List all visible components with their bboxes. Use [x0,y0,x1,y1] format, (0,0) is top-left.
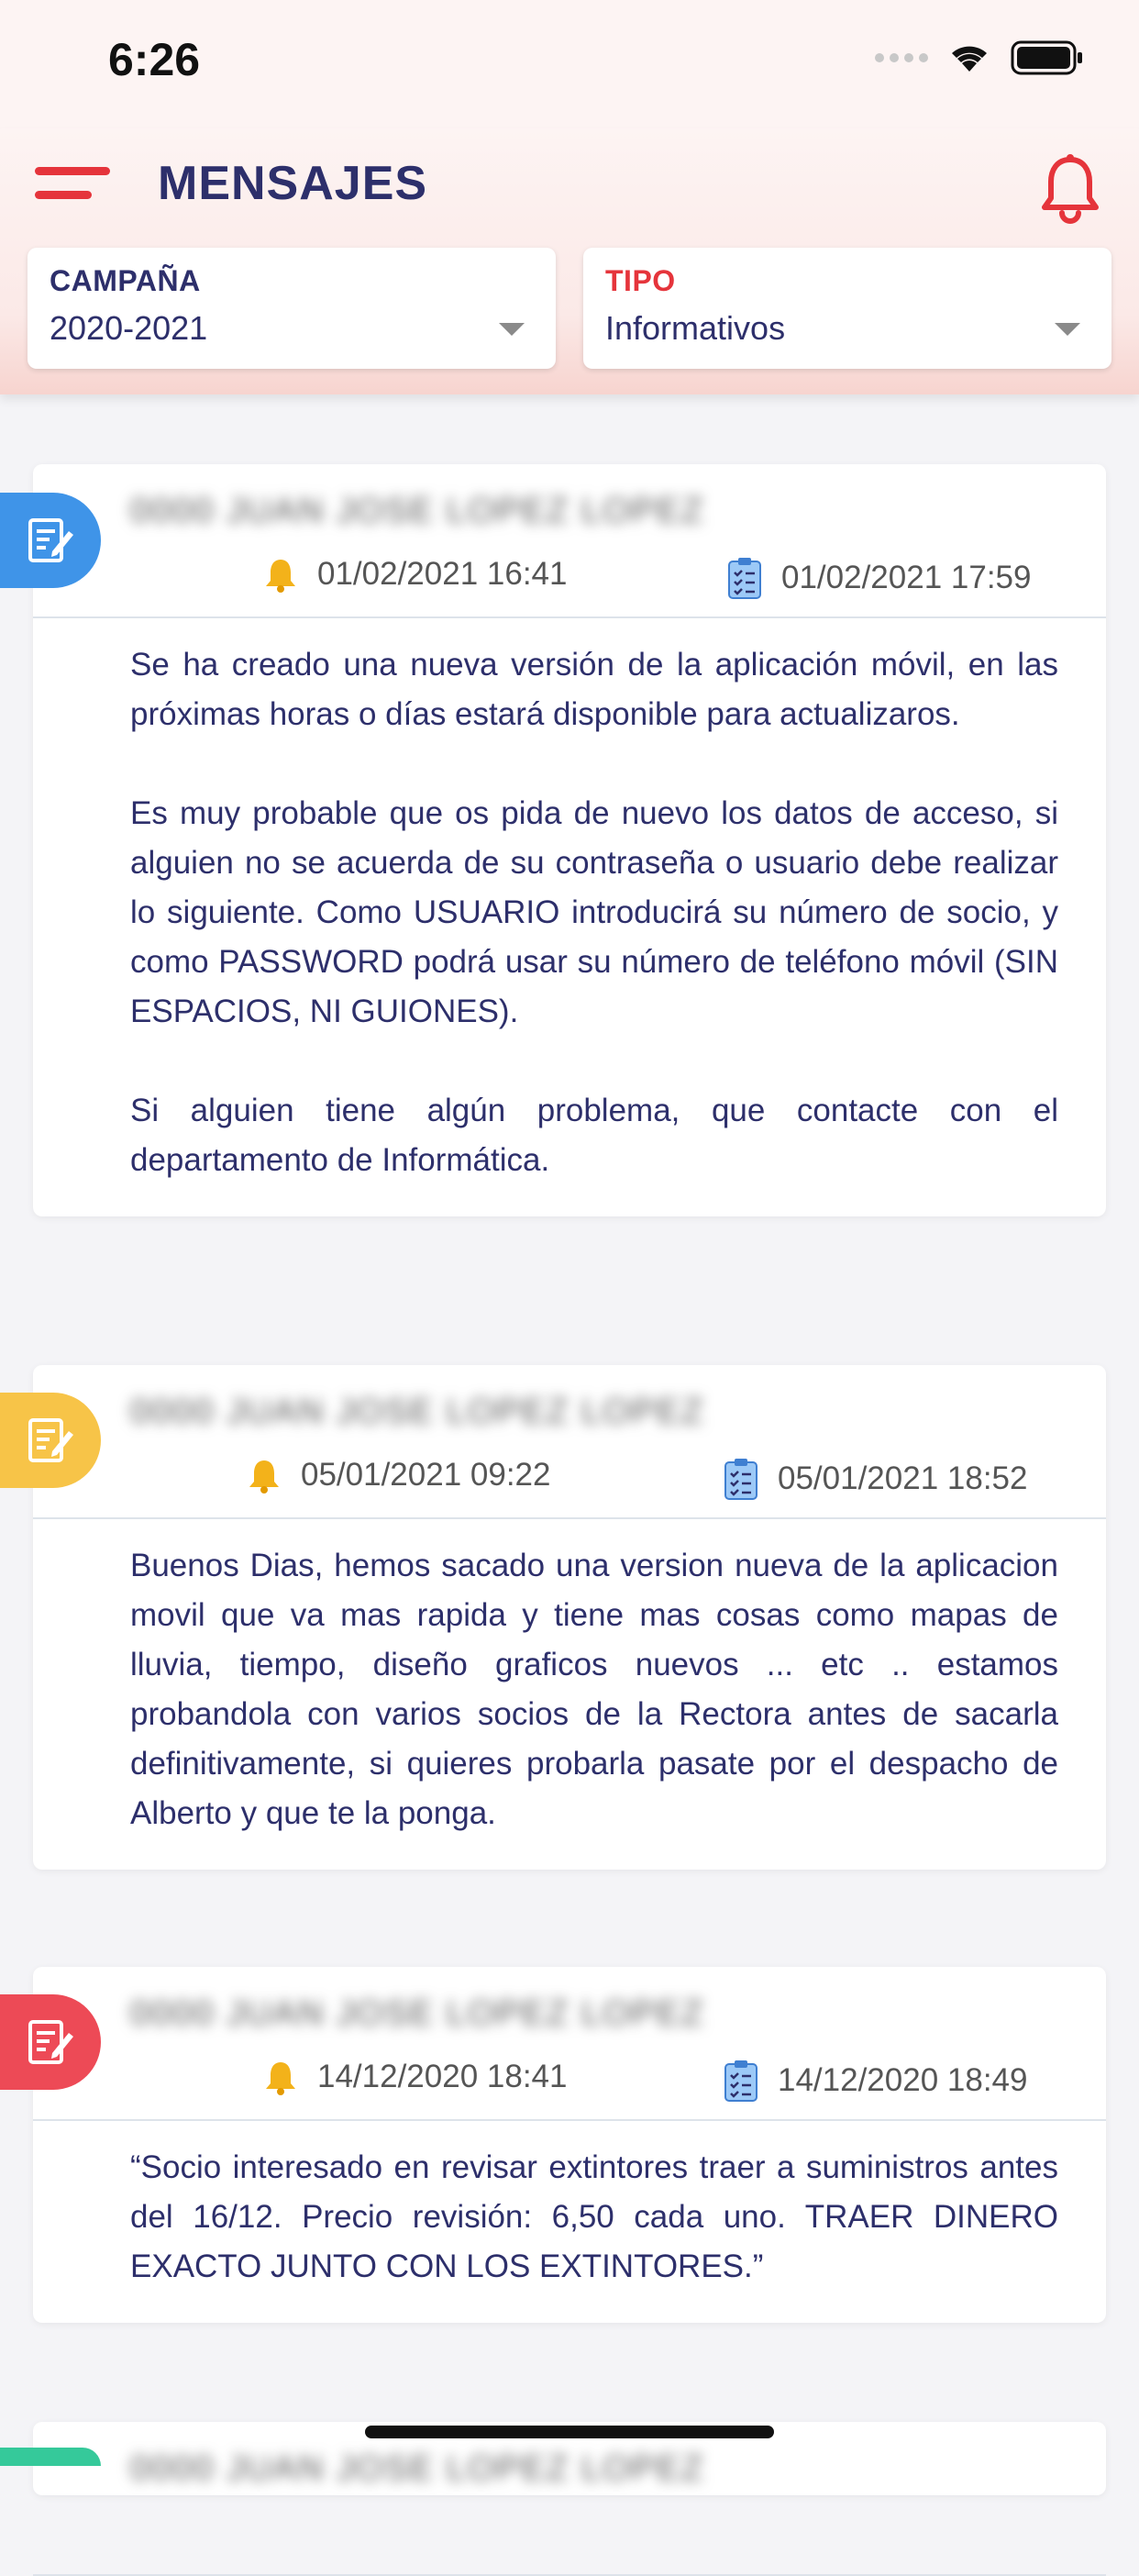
chevron-down-icon [499,323,525,336]
message-type-badge [0,1393,101,1488]
tipo-select[interactable] [583,248,1111,369]
message-sender: 0000 JUAN JOSE LOPEZ LOPEZ [130,1393,705,1431]
message-card[interactable] [33,1365,1106,1870]
sent-date [246,1457,550,1493]
message-header [33,1365,1106,1519]
notifications-bell-icon[interactable] [1040,152,1100,224]
campana-value: 2020-2021 [50,309,208,347]
message-body [33,1519,1106,1870]
message-header [33,2422,1106,2576]
cellular-signal-icon [875,53,928,62]
sent-date-text: 05/01/2021 09:22 [301,1457,551,1493]
battery-icon [1011,40,1084,75]
bell-icon [246,1457,282,1493]
campana-label: CAMPAÑA [50,264,201,297]
sent-date [262,2059,567,2095]
campana-select[interactable] [28,248,556,369]
message-sender: 0000 JUAN JOSE LOPEZ LOPEZ [130,492,705,530]
status-bar [0,0,1139,128]
message-type-badge [0,2448,101,2466]
message-sender: 0000 JUAN JOSE LOPEZ LOPEZ [130,2449,705,2488]
read-date [723,2059,1027,2103]
sent-date-text: 14/12/2020 18:41 [317,2059,568,2094]
page-title: MENSAJES [158,157,428,210]
read-date-text: 14/12/2020 18:49 [778,2062,1028,2098]
read-date-text: 05/01/2021 18:52 [778,1460,1028,1496]
message-body [33,618,1106,1216]
read-date [723,1457,1027,1501]
bell-icon [262,556,299,593]
message-card[interactable] [33,464,1106,1216]
message-header [33,464,1106,618]
edit-document-icon [25,1415,76,1466]
message-card[interactable] [33,1967,1106,2323]
clipboard-checklist-icon [723,2059,759,2103]
read-date-text: 01/02/2021 17:59 [781,560,1032,595]
clipboard-checklist-icon [723,1457,759,1501]
wifi-icon [948,42,990,73]
chevron-down-icon [1055,323,1080,336]
message-paragraph: Buenos Dias, hemos sacado una version nueva de la aplicacion movil que va mas rapida y tiene mas cosas como mapas de lluvia, tiempo, diseño graficos nuevos ... etc .. estamos probandola con varios socios de la Rectora antes de sacarla definitivamente, si quieres probarla pasate por el despacho de Alberto y que te la ponga. [130,1548,1058,1831]
message-paragraph: Si alguien tiene algún problema, que contacte con el departamento de Informática. [130,1093,1058,1178]
message-paragraph: “Socio interesado en revisar extintores traer a suministros antes del 16/12. Precio revisión: 6,50 cada uno. TRAER DINERO EXACTO JUNTO CON LOS EXTINTORES.” [130,2149,1058,2284]
bell-icon [262,2059,299,2095]
message-paragraph: Es muy probable que os pida de nuevo los datos de acceso, si alguien no se acuerda de su contraseña o usuario debe realizar lo siguiente. Como USUARIO introducirá su número de socio, y como PASSWORD podrá usar su número de teléfono móvil (SIN ESPACIOS, NI GUIONES). [130,795,1058,1029]
edit-document-icon [25,2016,76,2068]
clipboard-checklist-icon [726,556,763,600]
tipo-value: Informativos [605,309,786,347]
sent-date [262,556,567,593]
app-header [0,128,1139,394]
message-sender: 0000 JUAN JOSE LOPEZ LOPEZ [130,1994,705,2033]
status-time: 6:26 [108,34,201,85]
menu-icon[interactable] [35,167,110,204]
message-type-badge [0,1994,101,2090]
edit-document-icon [25,515,76,566]
message-paragraph: Se ha creado una nueva versión de la aplicación móvil, en las próximas horas o días estará disponible para actualizaros. [130,647,1058,732]
status-icons [875,40,1084,75]
tipo-label: TIPO [605,264,676,297]
message-header [33,1967,1106,2121]
home-indicator [365,2426,774,2438]
read-date [726,556,1031,600]
message-type-badge [0,493,101,588]
message-body [33,2121,1106,2323]
sent-date-text: 01/02/2021 16:41 [317,556,568,592]
